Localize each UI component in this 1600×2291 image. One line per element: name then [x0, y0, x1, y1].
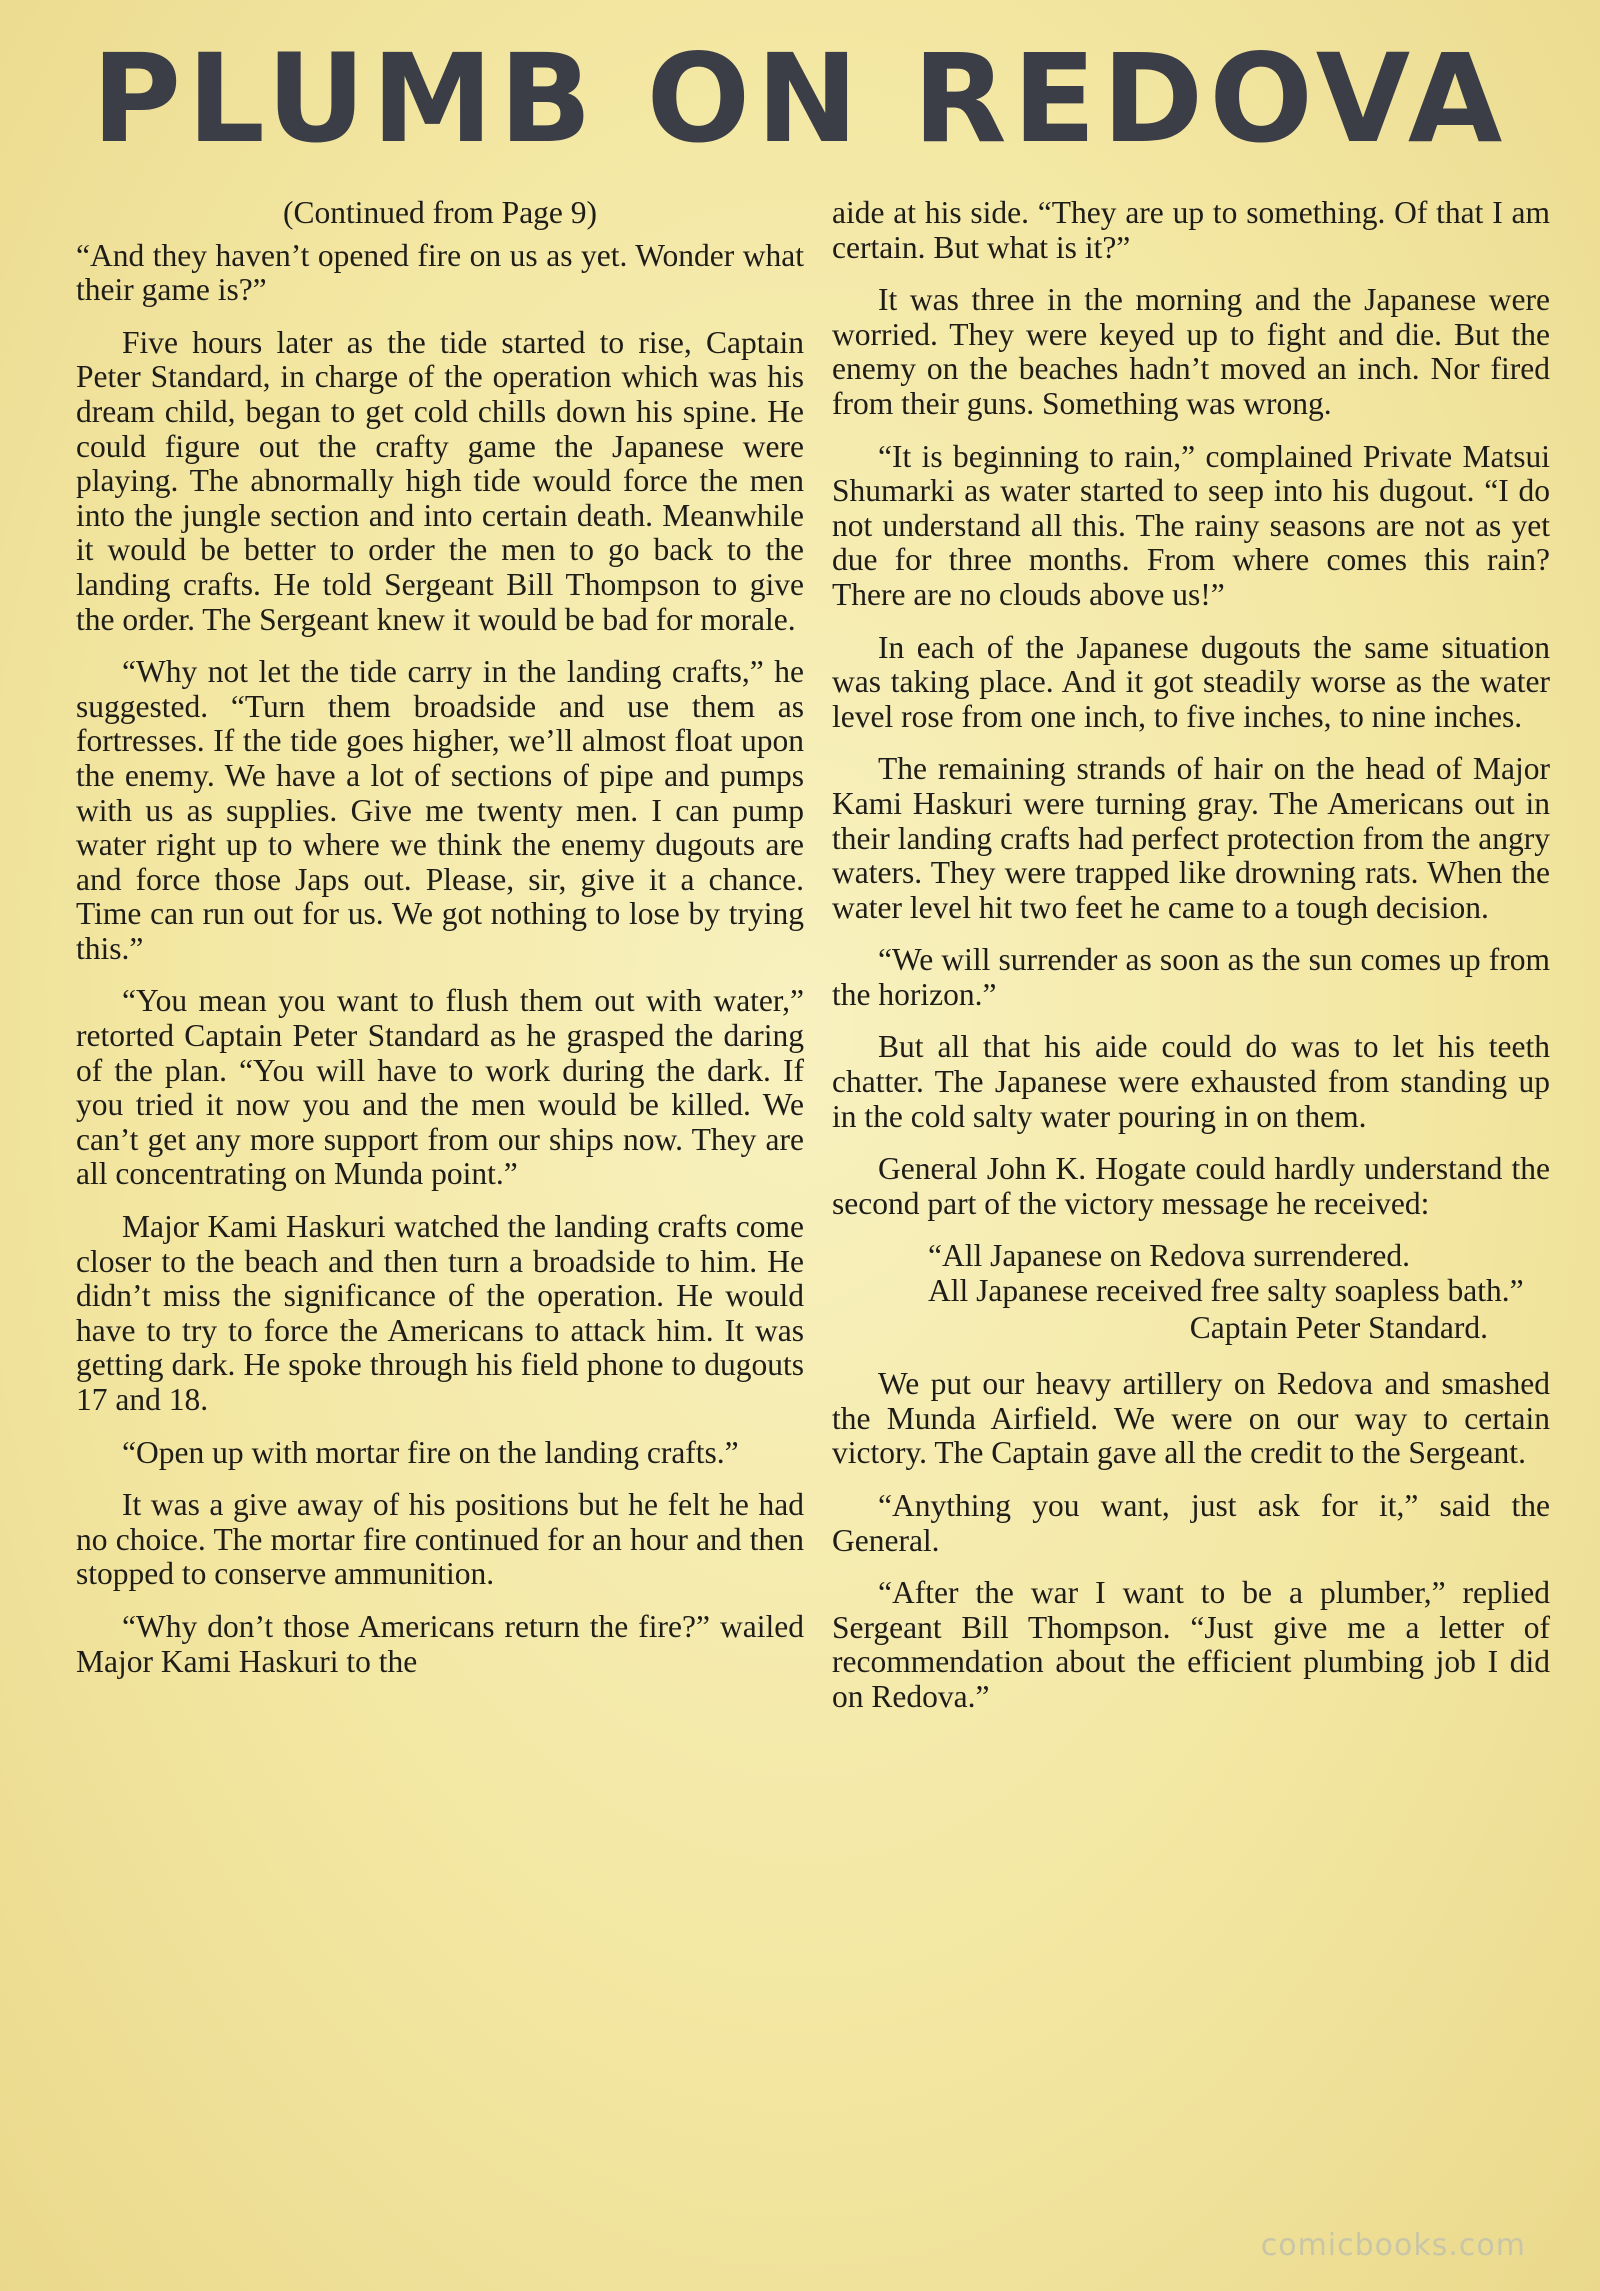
right-column — [832, 196, 1550, 1733]
victory-message-line: “All Japanese on Redova surrendered. — [928, 1238, 1410, 1274]
paragraph: General John K. Hogate could hardly understand the second part of the victory message he received: — [832, 1151, 1550, 1221]
paragraph: “It is beginning to rain,” complained Private Matsui Shumarki as water started to seep into his dugout. “I do not understand all this. The rainy seasons are not as yet due for three months. From where comes this rain? There are no clouds above us!” — [832, 438, 1550, 612]
paragraph: “Why not let the tide carry in the landing crafts,” he suggested. “Turn them broadside and use them as fortresses. If the tide goes higher, we’ll almost float upon the enemy. We have a lot of sections of pipe and pumps with us as supplies. Give me twenty men. I can pump water right up to where we think the enemy dugouts are and force those Japs out. Please, sir, give it a chance. Time can run out for us. We got nothing to lose by trying this.” — [76, 654, 804, 966]
paragraph: We put our heavy artillery on Redova and smashed the Munda Airfield. We were on our way to certain victory. The Captain gave all the credit to the Sergeant. — [832, 1366, 1550, 1471]
paragraph: The remaining strands of hair on the head of Major Kami Haskuri were turning gray. The Americans out in their landing crafts had perfect protection from the angry waters. They were trapped like drowning rats. When the water level hit two feet he came to a tough decision. — [832, 751, 1550, 925]
message-signature: Captain Peter Standard. — [1189, 1309, 1488, 1345]
paragraph: Five hours later as the tide started to rise, Captain Peter Standard, in charge of the operation which was his dream child, began to get cold chills down his spine. He could figure out the crafty game the Japanese were playing. The abnormally high tide would force the men into the jungle section and into certain death. Meanwhile it would be better to order the men to go back to the landing crafts. He told Sergeant Bill Thompson to give the order. The Sergeant knew it would be bad for morale. — [76, 324, 804, 637]
paragraph: “Anything you want, just ask for it,” said the General. — [832, 1488, 1550, 1558]
victory-message-line: All Japanese received free salty soapless bath.” — [928, 1273, 1524, 1309]
paragraph: “You mean you want to flush them out with water,” retorted Captain Peter Standard as he grasped the daring of the plan. “You will have to work during the dark. If you tried it now you and the men would be killed. We can’t get any more support from our ships now. They are all concentrating on Munda point.” — [76, 983, 804, 1192]
paragraph: “Why don’t those Americans return the fire?” wailed Major Kami Haskuri to the — [76, 1608, 804, 1679]
paragraph: “After the war I want to be a plumber,” replied Sergeant Bill Thompson. “Just give me a letter of recommendation about the efficient plumbing job I did on Redova.” — [832, 1575, 1550, 1714]
paragraph: “And they haven’t opened fire on us as yet. Wonder what their game is?” — [76, 237, 804, 308]
site-watermark: comicbooks.com — [1260, 2228, 1526, 2263]
paragraph: In each of the Japanese dugouts the same situation was taking place. And it got steadily worse as the water level rose from one inch, to five inches, to nine inches. — [832, 629, 1550, 734]
continued-note: (Continued from Page 9) — [282, 195, 598, 230]
paragraph: “We will surrender as soon as the sun comes up from the horizon.” — [832, 942, 1550, 1012]
paragraph: Major Kami Haskuri watched the landing crafts come closer to the beach and then turn a broadside to him. He didn’t miss the significance of the operation. He would have to try to force the Americans to attack him. It was getting dark. He spoke through his field phone to dugouts 17 and 18. — [76, 1209, 804, 1417]
paragraph: It was three in the morning and the Japanese were worried. They were keyed up to fight and die. But the enemy on the beaches hadn’t moved an inch. Nor fired from their guns. Something was wrong. — [832, 282, 1550, 421]
paragraph: aide at his side. “They are up to something. Of that I am certain. But what is it?” — [832, 195, 1550, 265]
paragraph: But all that his aide could do was to let his teeth chatter. The Japanese were exhausted from standing up in the cold salty water pouring in on them. — [832, 1029, 1550, 1134]
story-title: PLUMB ON REDOVA — [91, 28, 1509, 170]
paragraph: It was a give away of his positions but he felt he had no choice. The mortar fire continued for an hour and then stopped to conserve ammunition. — [76, 1487, 804, 1592]
left-column — [76, 196, 804, 1697]
paragraph: “Open up with mortar fire on the landing crafts.” — [122, 1434, 739, 1470]
